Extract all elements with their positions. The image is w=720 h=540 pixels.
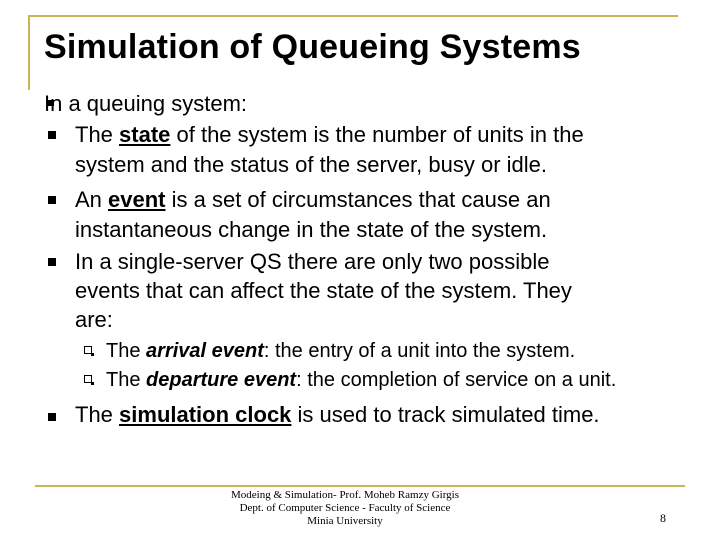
state-bullet-icon bbox=[48, 131, 56, 139]
footer-line-1: Modeing & Simulation- Prof. Moheb Ramzy Girgis bbox=[230, 489, 460, 501]
departure-line bbox=[106, 365, 616, 395]
single-server-bullet-icon bbox=[48, 258, 56, 266]
page-number: 8 bbox=[660, 511, 666, 525]
footer-line-3: Minia University bbox=[307, 515, 383, 527]
clock-bullet-icon bbox=[48, 413, 56, 421]
departure-pre: The bbox=[106, 369, 147, 391]
event-line-2: instantaneous change in the state of the system. bbox=[75, 217, 548, 242]
event-bullet-icon bbox=[48, 196, 56, 204]
frame-left-rule bbox=[28, 15, 30, 90]
clock-pre: The bbox=[75, 402, 120, 427]
arrival-post: : the entry of a unit into the system. bbox=[263, 340, 576, 362]
single-server-line-3: are: bbox=[75, 307, 113, 332]
single-server-line-1: In a single-server QS there are only two possible bbox=[75, 249, 550, 274]
departure-term: departure event bbox=[146, 369, 297, 391]
arrival-subbullet-icon bbox=[84, 346, 92, 354]
arrival-term: arrival event bbox=[146, 340, 264, 362]
event-term: event bbox=[108, 187, 166, 212]
state-post: of the system is the number of units in the bbox=[170, 122, 584, 147]
clock-term: simulation clock bbox=[119, 402, 292, 427]
clock-line bbox=[75, 400, 600, 430]
clock-post: is used to track simulated time. bbox=[291, 402, 600, 427]
slide-title: Simulation of Queueing Systems bbox=[44, 28, 581, 66]
event-post: is a set of circumstances that cause an bbox=[165, 187, 551, 212]
arrival-pre: The bbox=[106, 340, 147, 362]
departure-post: : the completion of service on a unit. bbox=[296, 369, 617, 391]
departure-subbullet-icon bbox=[84, 375, 92, 383]
footer-credits bbox=[210, 489, 480, 528]
footer-rule bbox=[35, 485, 685, 487]
arrival-line bbox=[106, 336, 575, 366]
event-pre: An bbox=[75, 187, 109, 212]
event-line-1 bbox=[75, 185, 551, 215]
state-pre: The bbox=[75, 122, 120, 147]
intro-text: In a queuing system: bbox=[44, 91, 248, 116]
state-line-1 bbox=[75, 120, 584, 150]
state-line-2: system and the status of the server, busy or idle. bbox=[75, 152, 548, 177]
footer-line-2: Dept. of Computer Science - Faculty of Science bbox=[239, 502, 451, 514]
state-term: state bbox=[119, 122, 171, 147]
frame-top-rule bbox=[28, 15, 678, 17]
single-server-line-2: events that can affect the state of the system. They bbox=[75, 278, 572, 303]
